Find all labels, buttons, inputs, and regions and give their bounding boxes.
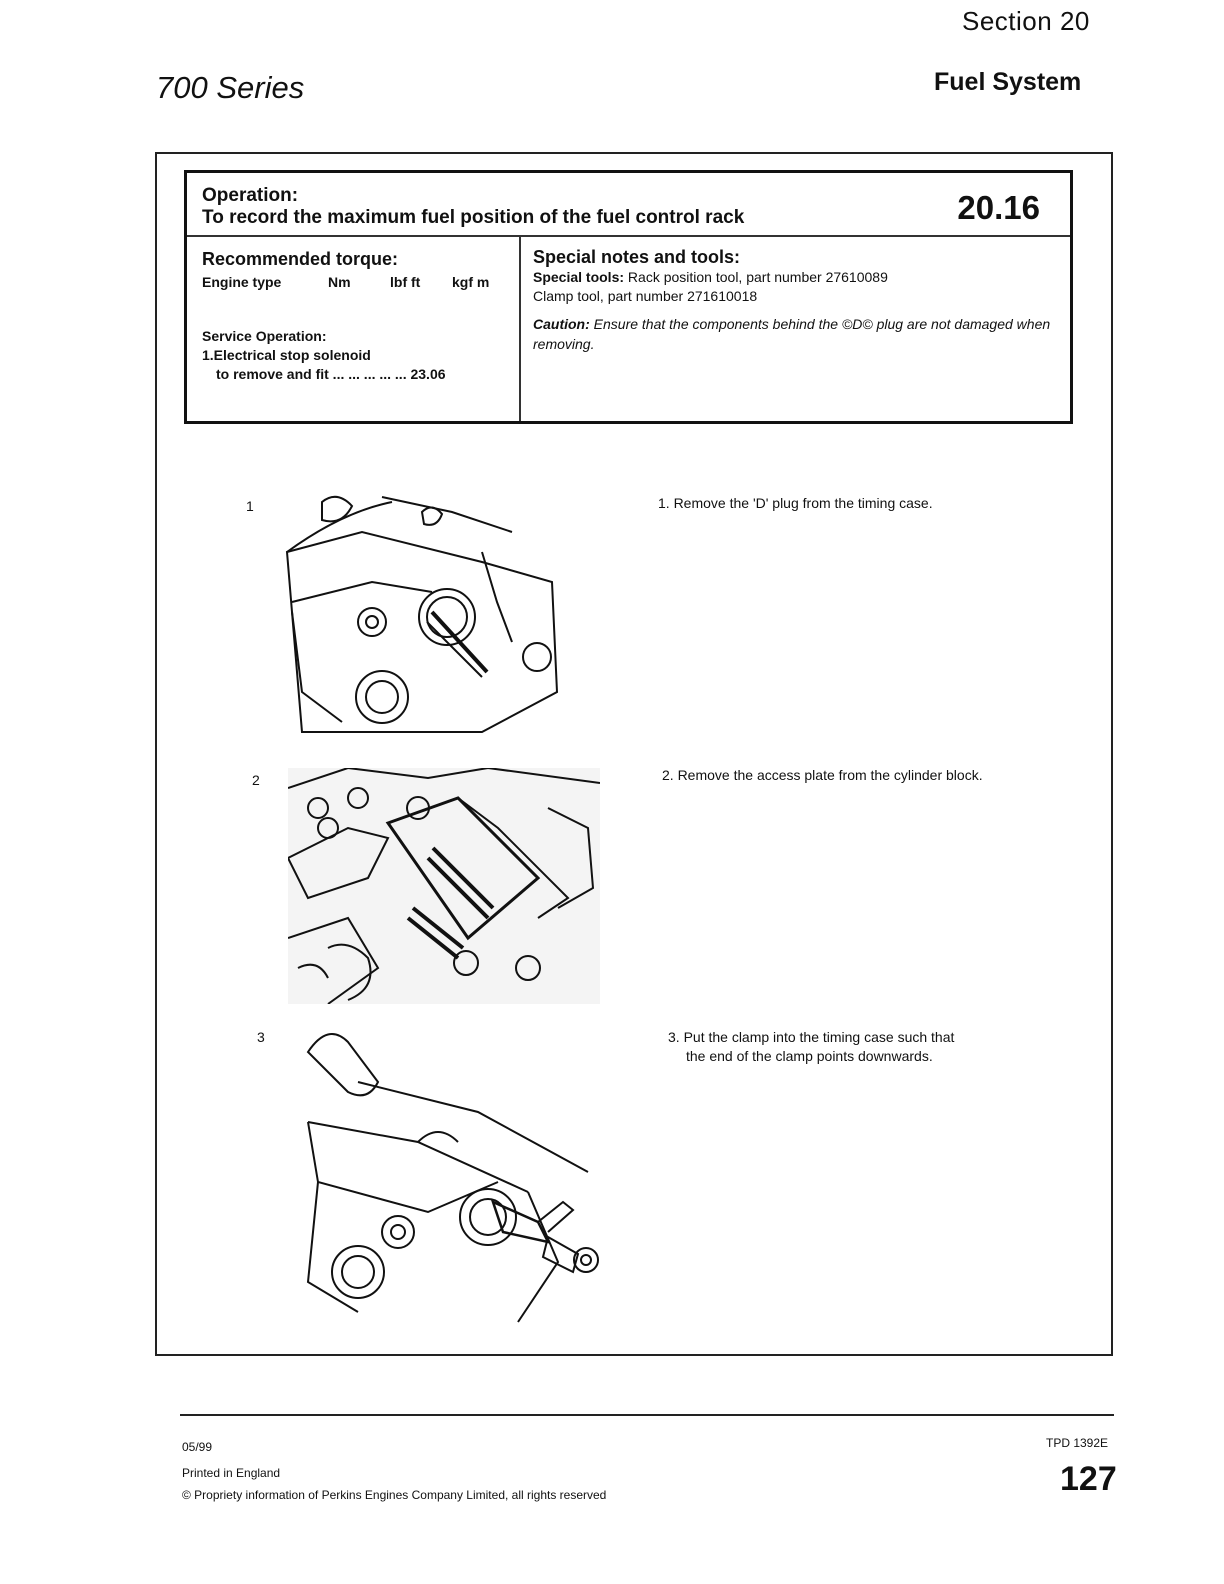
col-kgf-m: kgf m [452, 274, 490, 290]
page-number: 127 [1060, 1460, 1117, 1498]
operation-header [187, 173, 1070, 237]
footer-doc-code: TPD 1392E [1046, 1436, 1109, 1450]
figure-2-remove-access-plate [288, 768, 600, 1004]
operation-label: Operation: [202, 185, 299, 206]
col-engine-type: Engine type [202, 274, 282, 290]
clamp-line: Clamp tool, part number 271610018 [533, 288, 758, 304]
caution-text: Ensure that the components behind the ©D© plug are not damaged when removing. [533, 316, 1051, 352]
service-heading: Service Operation: [202, 328, 327, 344]
operation-number: 20.16 [957, 189, 1040, 226]
series-title: 700 Series [156, 70, 305, 105]
step-text-3-line-1: 3. Put the clamp into the timing case such that [668, 1029, 955, 1045]
step-text-3-line-2: the end of the clamp points downwards. [686, 1048, 933, 1064]
footer-date: 05/99 [182, 1440, 213, 1454]
footer-proprietary: © Propriety information of Perkins Engines Company Limited, all rights reserved [182, 1488, 607, 1502]
notes-panel [533, 247, 1068, 354]
footer-rule [180, 1414, 1114, 1416]
operation-title-block [202, 185, 744, 229]
step-text-1: 1. Remove the 'D' plug from the timing case. [658, 495, 933, 511]
step-text-3 [668, 1028, 954, 1066]
torque-panel [202, 249, 512, 290]
section-label: Section 20 [962, 6, 1090, 36]
col-lbf-ft: lbf ft [390, 274, 421, 290]
service-operation [202, 327, 446, 384]
tools-line [533, 268, 1068, 287]
tools-label: Special tools: [533, 269, 625, 285]
tools-text: Rack position tool, part number 27610089 [627, 269, 888, 285]
service-line-1: 1.Electrical stop solenoid [202, 347, 371, 363]
operation-title: To record the maximum fuel position of the fuel control rack [202, 207, 745, 228]
step-number-3: 3 [257, 1029, 265, 1045]
step-number-2: 2 [252, 772, 260, 788]
chapter-title: Fuel System [934, 68, 1082, 96]
step-text-2: 2. Remove the access plate from the cylinder block. [662, 767, 983, 783]
torque-heading: Recommended torque: [202, 249, 399, 269]
column-divider [519, 237, 521, 421]
caution-label: Caution: [533, 316, 590, 332]
service-line-2: to remove and fit ... ... ... ... ... 23.06 [216, 366, 446, 382]
figure-3-insert-clamp [298, 1022, 608, 1330]
footer-printed: Printed in England [182, 1466, 281, 1480]
figure-1-remove-d-plug [282, 492, 572, 742]
caution-note [533, 314, 1068, 354]
operation-box [184, 170, 1073, 424]
notes-heading: Special notes and tools: [533, 247, 741, 267]
step-number-1: 1 [246, 498, 254, 514]
col-nm: Nm [328, 274, 351, 290]
torque-columns [202, 274, 512, 290]
